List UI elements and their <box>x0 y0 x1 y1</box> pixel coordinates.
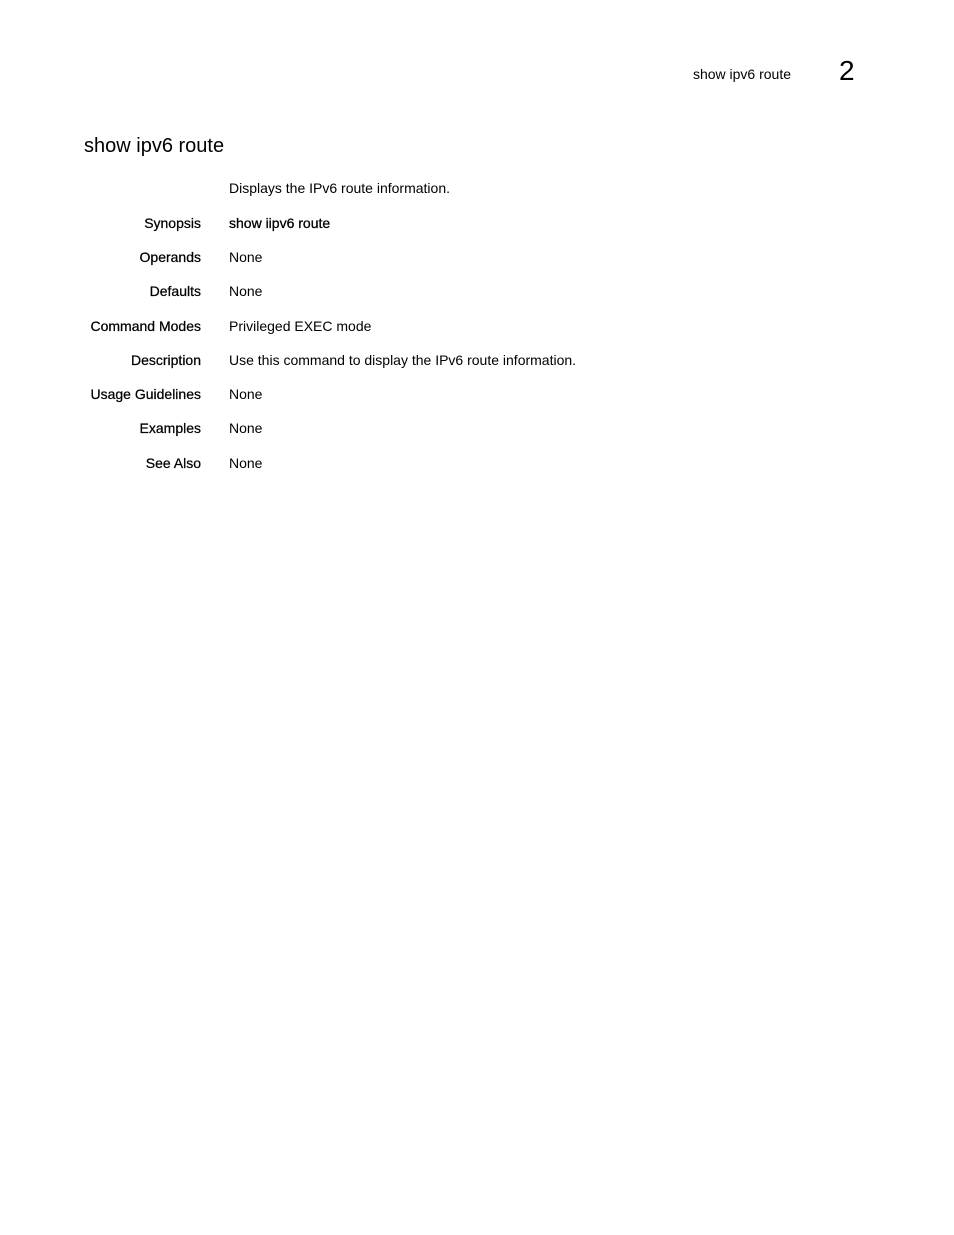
field-value-see-also: None <box>229 455 263 471</box>
field-row-synopsis <box>0 215 954 233</box>
field-label-description: Description <box>130 352 201 368</box>
field-value-description: Use this command to display the IPv6 route information. <box>229 352 577 368</box>
page-title: show ipv6 route <box>84 135 225 157</box>
field-row-usage-guidelines <box>0 386 954 404</box>
field-value-usage-guidelines: None <box>229 386 263 402</box>
field-row-examples <box>0 420 954 438</box>
field-value-command-modes: Privileged EXEC mode <box>229 318 372 334</box>
field-row-description <box>0 352 954 370</box>
field-label-defaults: Defaults <box>149 283 201 299</box>
field-label-see-also: See Also <box>145 455 201 471</box>
field-value-synopsis: show iipv6 route <box>229 215 331 231</box>
chapter-number: 2 <box>839 55 855 86</box>
field-label-usage-guidelines: Usage Guidelines <box>90 386 201 402</box>
field-label-examples: Examples <box>139 420 201 436</box>
field-label-command-modes: Command Modes <box>90 318 201 334</box>
field-value-operands: None <box>229 249 263 265</box>
field-row-see-also <box>0 455 954 473</box>
running-title: show ipv6 route <box>692 66 791 82</box>
field-label-operands: Operands <box>139 249 201 265</box>
field-row-command-modes <box>0 318 954 336</box>
field-row-operands <box>0 249 954 267</box>
field-label-synopsis: Synopsis <box>144 215 201 231</box>
field-value-defaults: None <box>229 283 263 299</box>
field-row-defaults <box>0 283 954 301</box>
running-header <box>0 56 954 90</box>
field-value-examples: None <box>229 420 263 436</box>
command-summary: Displays the IPv6 route information. <box>229 180 450 196</box>
